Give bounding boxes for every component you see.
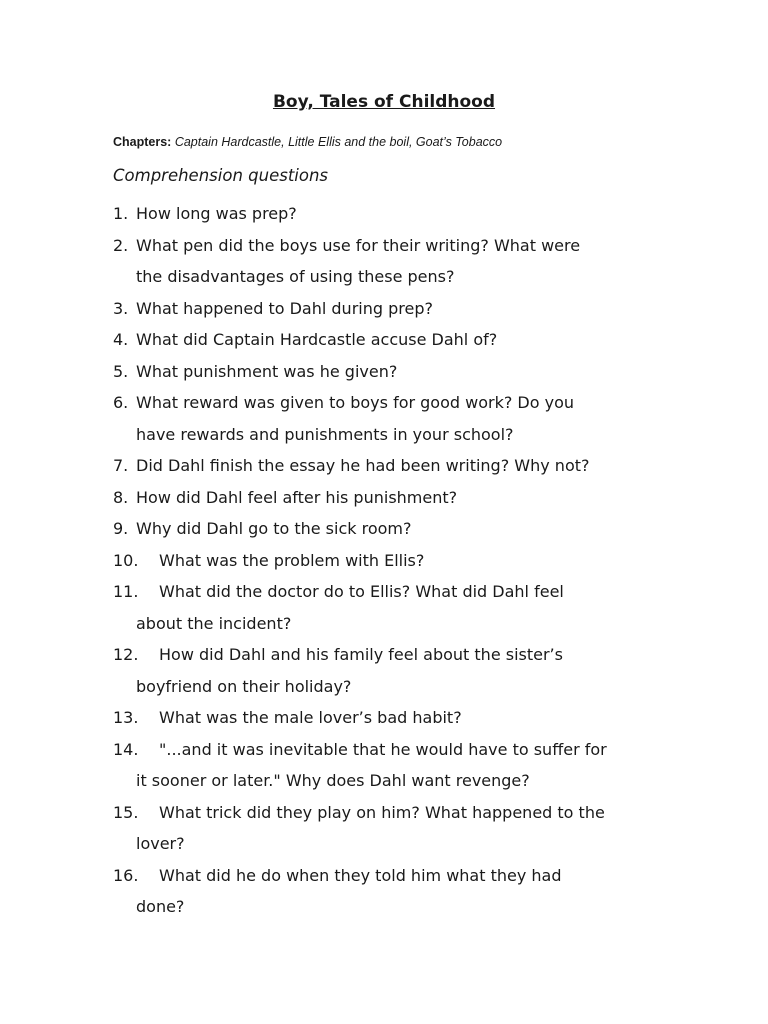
question-text: What was the male lover’s bad habit? (159, 708, 462, 727)
question-text: What punishment was he given? (136, 361, 398, 381)
question-number: 2. (113, 235, 129, 255)
question-item (113, 450, 673, 482)
question-item (113, 198, 673, 230)
document-title: Boy, Tales of Childhood (272, 92, 496, 112)
question-text: Why did Dahl go to the sick room? (136, 519, 412, 538)
question-number: 7. (113, 456, 129, 475)
question-number: 5. (113, 361, 129, 381)
question-number: 13. (113, 708, 139, 727)
question-number: 6. (113, 393, 129, 412)
question-text: How did Dahl and his family feel about the sister’s (159, 645, 563, 664)
question-text: What reward was given to boys for good work? Do you (136, 393, 575, 412)
question-text-continued: it sooner or later." Why does Dahl want revenge? (136, 771, 530, 790)
question-text: What did Captain Hardcastle accuse Dahl of? (136, 330, 498, 349)
question-item (113, 576, 673, 639)
question-item (113, 324, 673, 356)
question-text: How did Dahl feel after his punishment? (136, 487, 458, 507)
question-number: 12. (113, 645, 139, 664)
question-item (113, 387, 673, 450)
question-text: How long was prep? (136, 204, 297, 223)
question-number: 8. (113, 487, 129, 507)
question-text: "...and it was inevitable that he would have to suffer for (159, 739, 607, 759)
question-item (113, 230, 673, 293)
question-text-continued: boyfriend on their holiday? (136, 676, 352, 696)
question-item (113, 482, 673, 514)
question-number: 9. (113, 519, 129, 538)
question-text: What did he do when they told him what they had (159, 865, 562, 885)
question-number: 11. (113, 582, 139, 601)
question-number: 1. (113, 204, 129, 223)
question-number: 10. (113, 550, 139, 570)
question-list (113, 198, 673, 923)
question-text: What happened to Dahl during prep? (136, 298, 433, 318)
question-item (113, 734, 673, 797)
question-item (113, 293, 673, 325)
chapters-value: Captain Hardcastle, Little Ellis and the boil, Goat’s Tobacco (174, 135, 503, 149)
chapters-line (113, 135, 502, 149)
question-text: Did Dahl finish the essay he had been writing? Why not? (136, 456, 590, 475)
question-text-continued: have rewards and punishments in your school? (136, 424, 514, 444)
question-number: 3. (113, 298, 129, 318)
question-text: What trick did they play on him? What happened to the (159, 802, 605, 822)
question-item (113, 702, 673, 734)
question-text-continued: lover? (136, 834, 185, 853)
question-text-continued: done? (136, 897, 185, 916)
question-text: What was the problem with Ellis? (159, 550, 425, 570)
question-number: 4. (113, 330, 129, 349)
question-number: 14. (113, 739, 139, 759)
question-number: 15. (113, 802, 139, 822)
question-text-continued: about the incident? (136, 613, 292, 633)
question-item (113, 797, 673, 860)
question-item (113, 639, 673, 702)
section-heading: Comprehension questions (113, 166, 329, 185)
question-text: What pen did the boys use for their writing? What were (136, 235, 581, 255)
question-item (113, 860, 673, 923)
question-item (113, 545, 673, 577)
question-number: 16. (113, 865, 139, 885)
question-item (113, 513, 673, 545)
question-text-continued: the disadvantages of using these pens? (136, 267, 455, 286)
question-text: What did the doctor do to Ellis? What did Dahl feel (159, 582, 564, 601)
question-item (113, 356, 673, 388)
chapters-label: Chapters: (113, 135, 172, 149)
